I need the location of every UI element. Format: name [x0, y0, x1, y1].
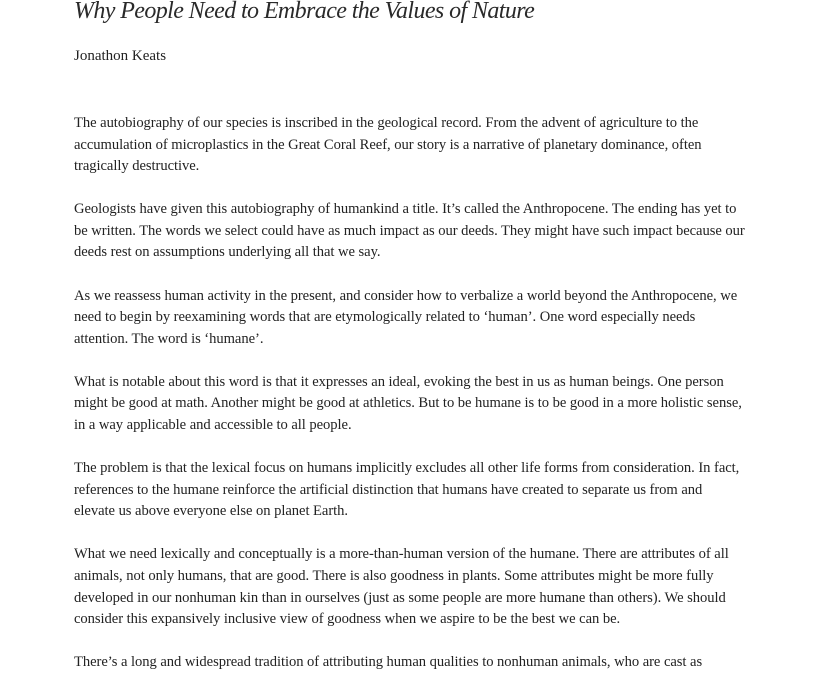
article-body	[74, 113, 746, 695]
paragraph: As we reassess human activity in the present, and consider how to verbalize a world beyond the Anthropocene, we need to begin by reexamining words that are etymologically related to ‘human’. One word especially needs attention. The word is ‘humane’.	[74, 287, 738, 347]
paragraph: The autobiography of our species is inscribed in the geological record. From the advent of agriculture to the accumulation of microplastics in the Great Coral Reef, our story is a narrative of planetary dominance, often tragically destructive.	[74, 115, 702, 175]
paragraph: Geologists have given this autobiography of humankind a title. It’s called the Anthropocene. The ending has yet to be written. The words we select could have as much impact as our deeds. They might have such impact because our deeds rest on assumptions underlying all that we say.	[74, 201, 745, 261]
article-title: Why People Need to Embrace the Values of Nature	[74, 0, 535, 24]
paragraph: The problem is that the lexical focus on humans implicitly excludes all other life forms from consideration. In fact, references to the humane reinforce the artificial distinction that humans have created to separate us from and elevate us above everyone else on planet Earth.	[74, 460, 740, 520]
paragraph: There’s a long and widespread tradition of attributing human qualities to nonhuman animals, who are cast as	[74, 654, 703, 671]
paragraph: What is notable about this word is that it expresses an ideal, evoking the best in us as human beings. One person might be good at math. Another might be good at athletics. But to be humane is to be good in a more holistic sense, in a way applicable and accessible to all people.	[74, 373, 742, 434]
article-author: Jonathon Keats	[74, 48, 167, 64]
paragraph: What we need lexically and conceptually is a more-than-human version of the humane. There are attributes of all animals, not only humans, that are good. There is also goodness in plants. Some attributes might be more fully developed in our nonhuman kin than in ourselves (just as some people are more humane than others). We should consider this expansively inclusive view of goodness when we aspire to be the best we can be.	[74, 546, 729, 628]
